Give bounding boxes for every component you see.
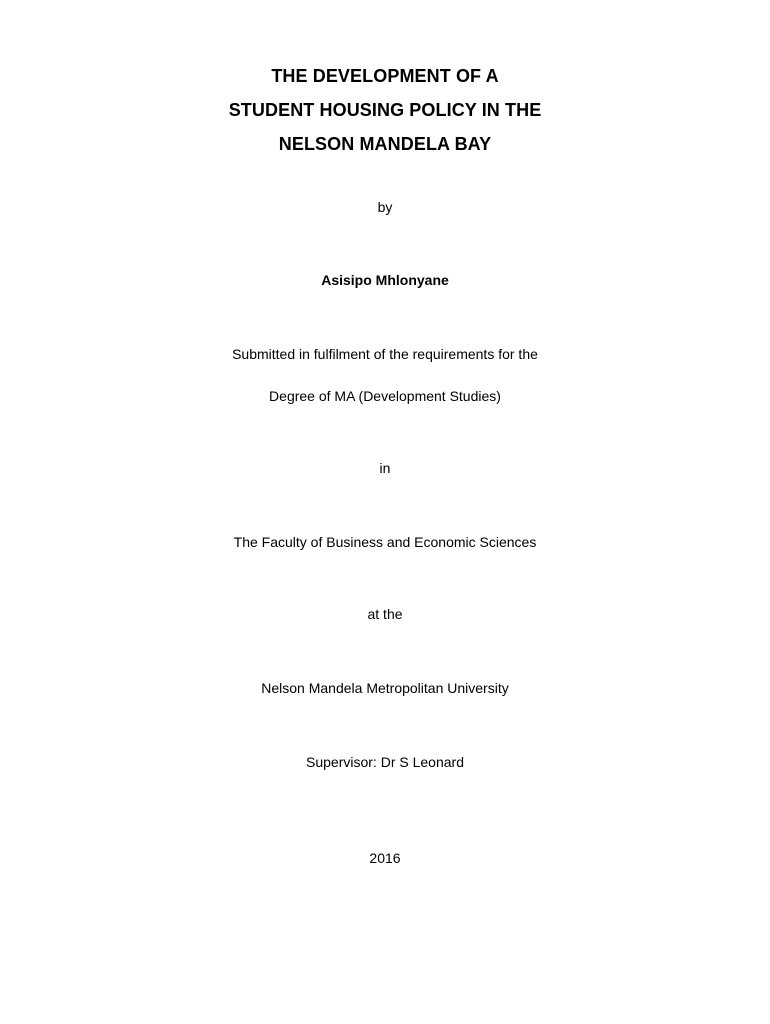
submission-line-1: Submitted in fulfilment of the requirements for the bbox=[232, 346, 538, 362]
submission-line-2: Degree of MA (Development Studies) bbox=[269, 388, 501, 404]
at-the-label: at the bbox=[367, 606, 403, 622]
supervisor-line: Supervisor: Dr S Leonard bbox=[306, 754, 464, 770]
author-name: Asisipo Mhlonyane bbox=[321, 272, 449, 288]
title-line-1: THE DEVELOPMENT OF A bbox=[271, 66, 499, 86]
faculty-name: The Faculty of Business and Economic Sciences bbox=[233, 534, 537, 550]
by-label: by bbox=[377, 199, 393, 215]
in-label: in bbox=[379, 460, 391, 476]
university-name: Nelson Mandela Metropolitan University bbox=[261, 680, 509, 696]
title-line-2: STUDENT HOUSING POLICY IN THE bbox=[228, 100, 542, 120]
year: 2016 bbox=[369, 850, 401, 866]
title-line-3: NELSON MANDELA BAY bbox=[278, 134, 492, 154]
